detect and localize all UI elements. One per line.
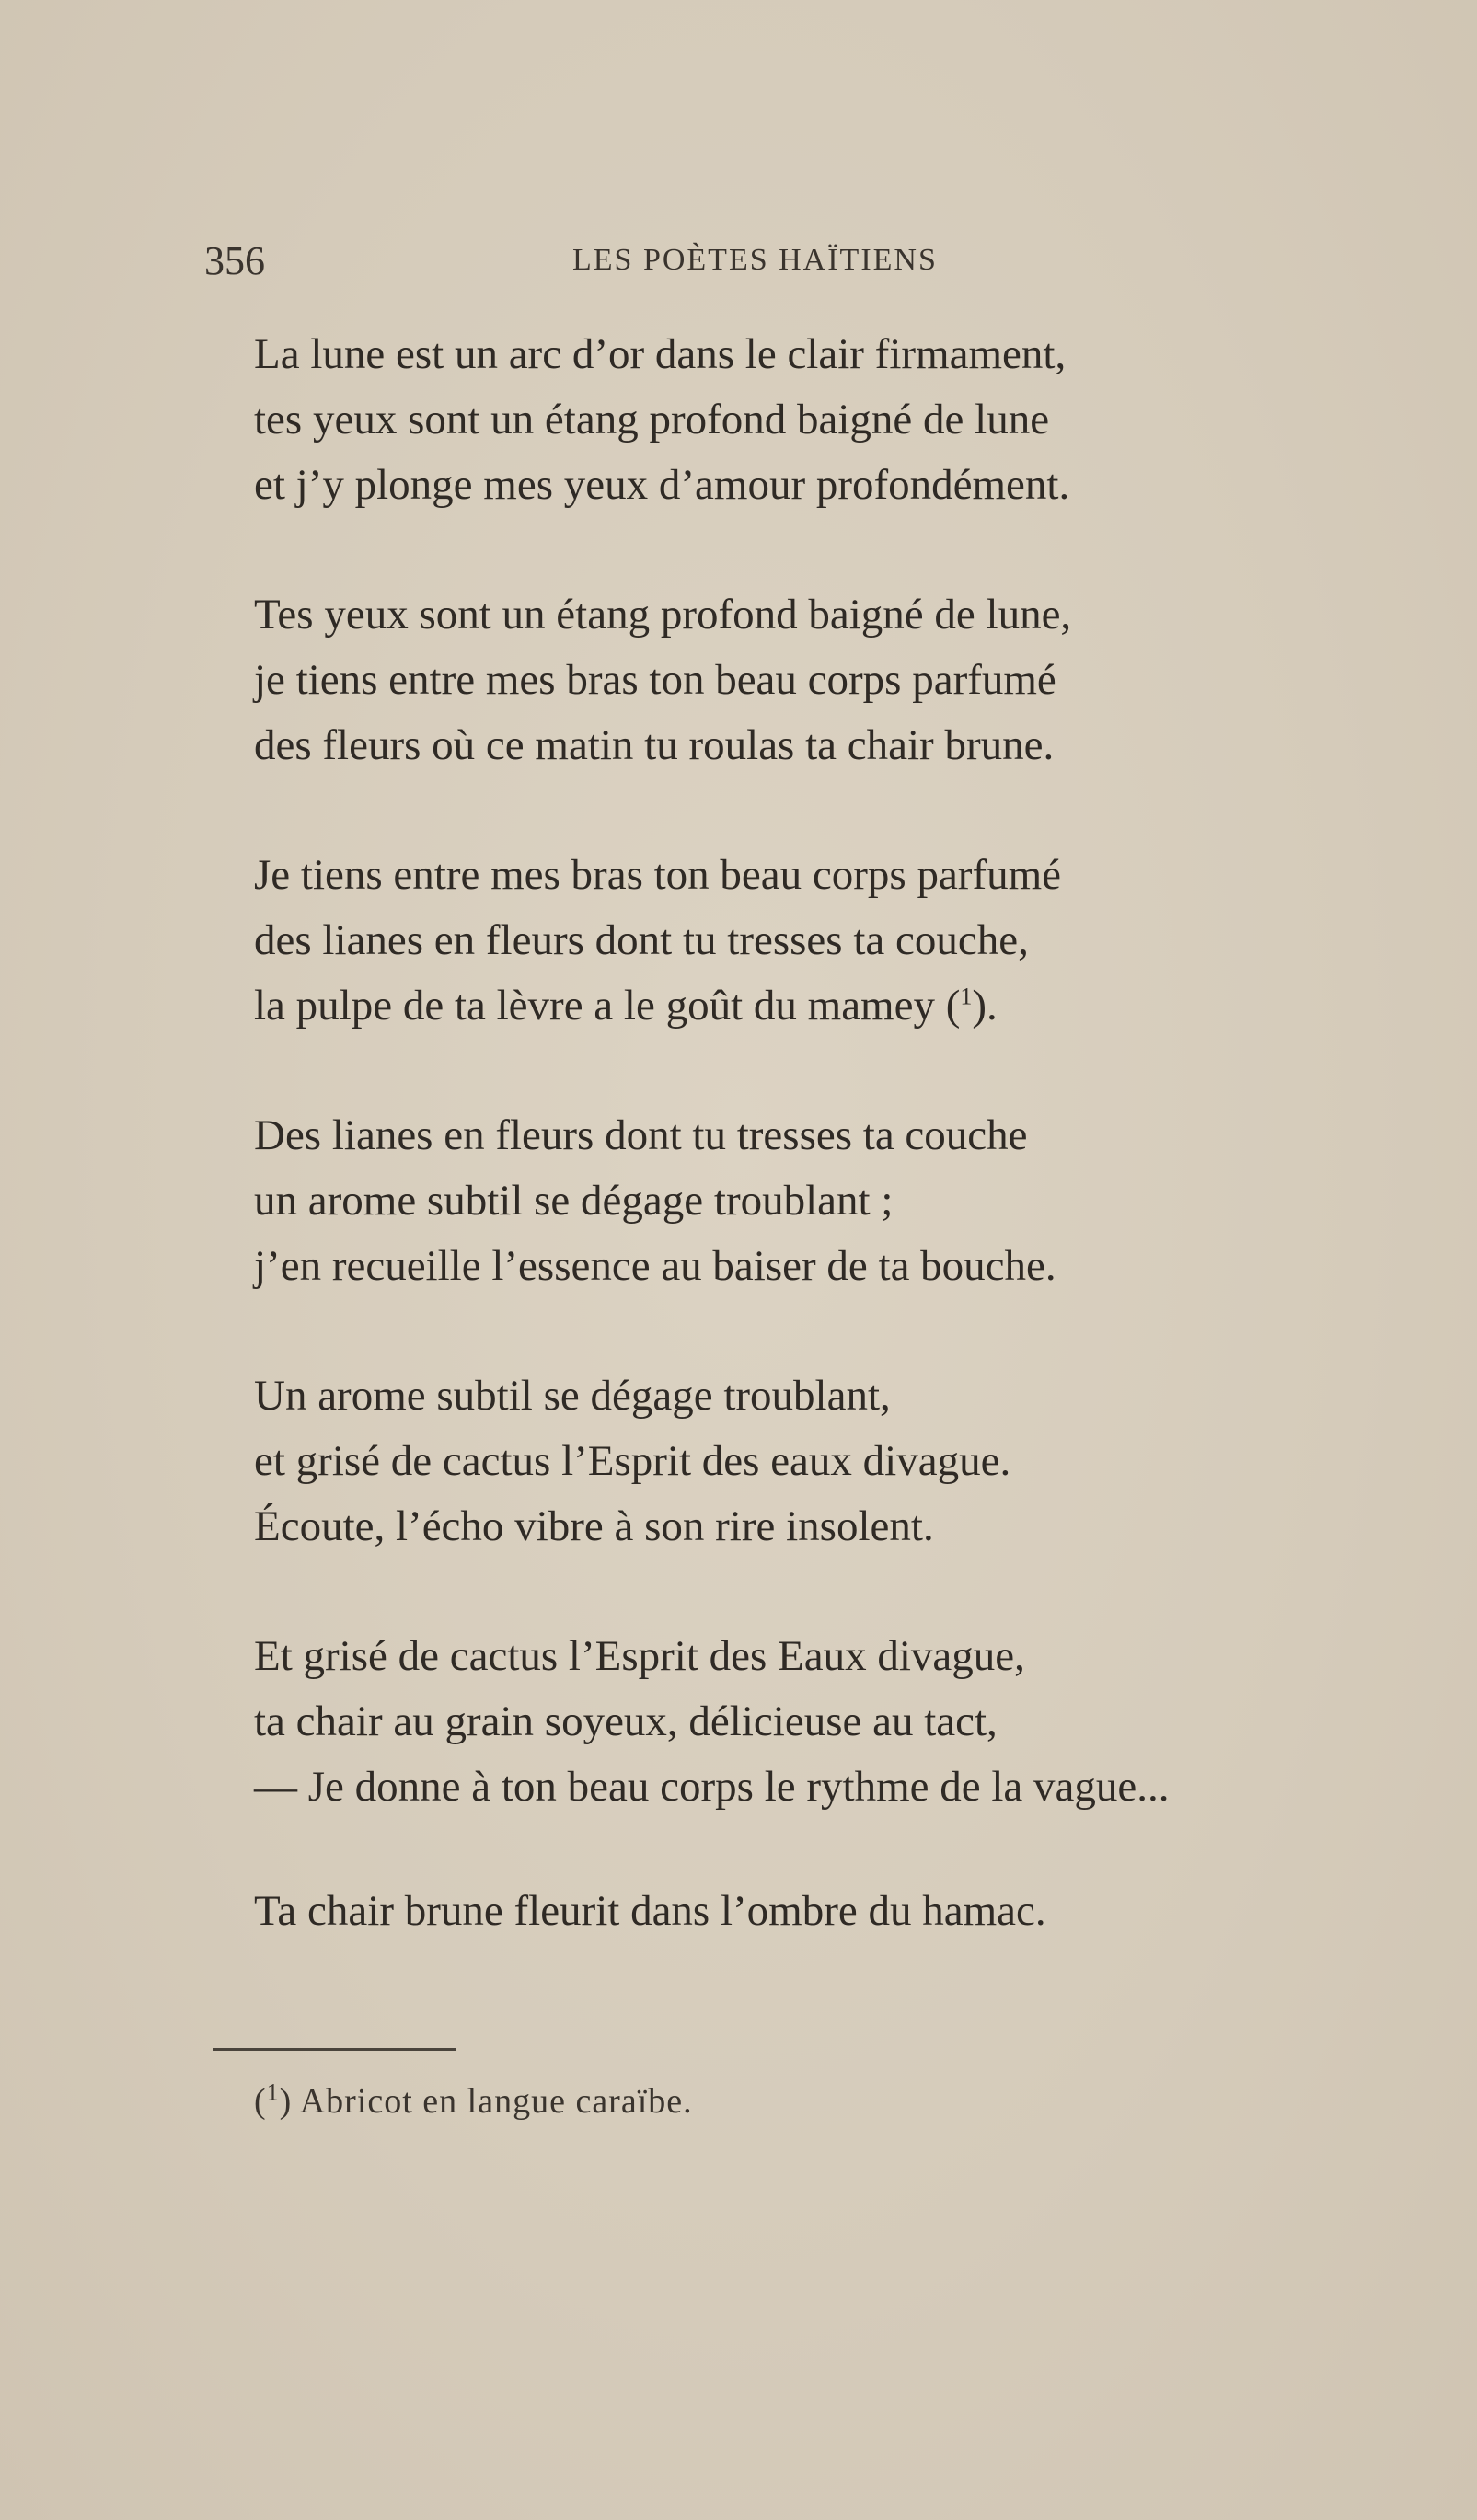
stanza-1 [254, 322, 1414, 518]
stanza-3 [254, 843, 1414, 1039]
poem-line: ta chair au grain soyeux, délicieuse au tact, [254, 1697, 998, 1745]
page-header [204, 237, 1263, 293]
poem-line: Et grisé de cactus l’Esprit des Eaux divague, [254, 1632, 1025, 1680]
poem-line-text: la pulpe de ta lèvre a le goût du mamey ( [254, 982, 961, 1030]
page-number: 356 [204, 238, 265, 283]
poem-line-tail: ). [972, 982, 998, 1030]
poem-line: Ta chair brune fleurit dans l’ombre du hamac. [254, 1887, 1046, 1935]
footnote-mark: 1 [266, 2078, 280, 2106]
footnote-close: ) [279, 2082, 293, 2121]
poem-line: et grisé de cactus l’Esprit des eaux divague. [254, 1437, 1011, 1485]
footnote-reference[interactable]: 1 [960, 983, 973, 1010]
footnote-open: ( [254, 2082, 267, 2121]
poem-line: Des lianes en fleurs dont tu tresses ta couche [254, 1111, 1028, 1159]
footnote-separator [213, 2048, 456, 2051]
stanza-5 [254, 1364, 1414, 1559]
running-head: LES POÈTES HAÏTIENS [572, 243, 938, 277]
footnote [254, 2078, 693, 2122]
stanza-4 [254, 1103, 1414, 1299]
poem-line: je tiens entre mes bras ton beau corps parfumé [254, 656, 1056, 704]
poem-line: Tes yeux sont un étang profond baigné de lune, [254, 591, 1072, 639]
stanza-6 [254, 1624, 1414, 1820]
poem-line: des fleurs où ce matin tu roulas ta chair brune. [254, 721, 1055, 769]
poem-line: un arome subtil se dégage troublant ; [254, 1177, 894, 1225]
poem-line: Un arome subtil se dégage troublant, [254, 1372, 891, 1420]
poem-line: j’en recueille l’essence au baiser de ta bouche. [254, 1242, 1056, 1290]
poem-line: tes yeux sont un étang profond baigné de lune [254, 396, 1050, 443]
poem-line: Écoute, l’écho vibre à son rire insolent. [254, 1502, 934, 1550]
poem-line: — Je donne à ton beau corps le rythme de la vague... [254, 1763, 1170, 1811]
stanza-7 [254, 1879, 1414, 1944]
poem-line: Je tiens entre mes bras ton beau corps parfumé [254, 851, 1062, 899]
stanza-2 [254, 582, 1414, 778]
poem-line: et j’y plonge mes yeux d’amour profondément. [254, 461, 1070, 509]
poem-line: La lune est un arc d’or dans le clair firmament, [254, 330, 1067, 378]
footnote-text: Abricot en langue caraïbe. [299, 2082, 693, 2121]
poem-line: des lianes en fleurs dont tu tresses ta couche, [254, 916, 1029, 964]
poem [254, 322, 1414, 2008]
poem-line-with-note [254, 973, 1414, 1039]
